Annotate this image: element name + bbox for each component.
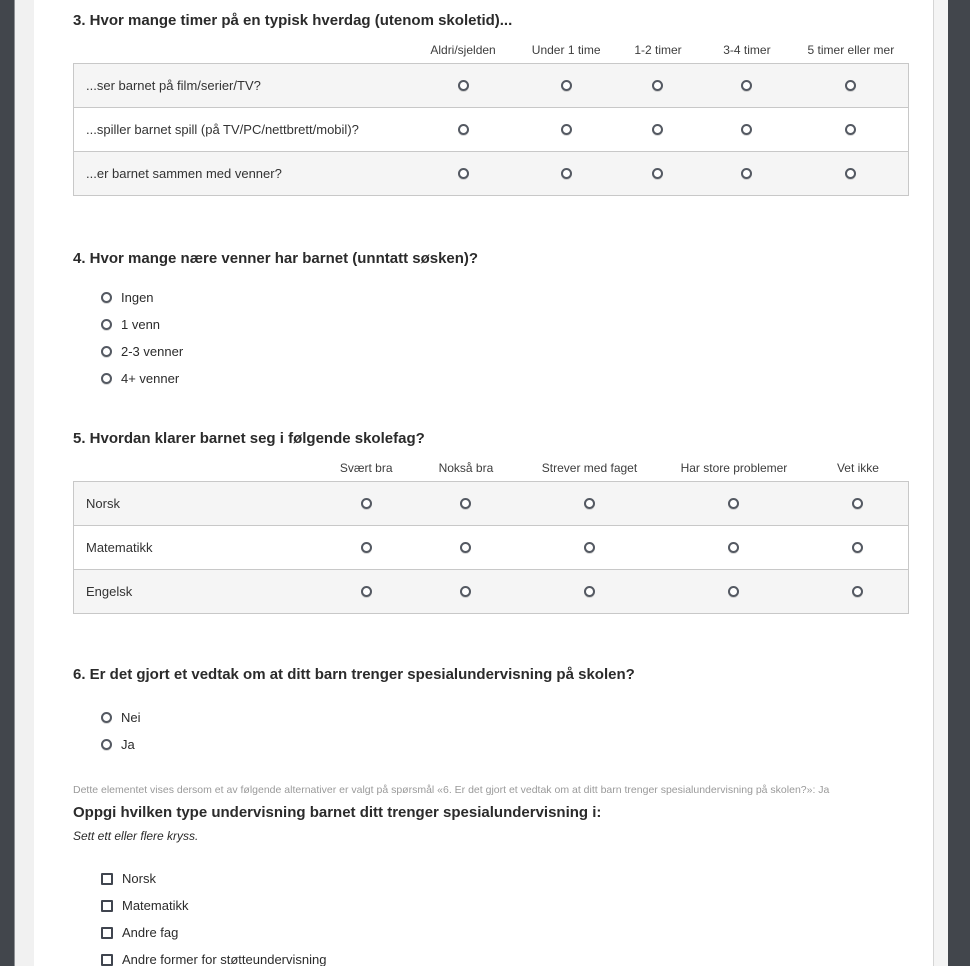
matrix-radio-cell[interactable] [615, 108, 700, 152]
matrix-radio-cell[interactable] [807, 526, 908, 570]
matrix-radio-cell[interactable] [660, 526, 807, 570]
radio-option[interactable] [101, 311, 909, 338]
radio-icon[interactable] [652, 124, 663, 135]
matrix-table-q5 [73, 448, 909, 614]
matrix-corner-cell [74, 30, 410, 64]
option-label: Matematikk [122, 898, 189, 913]
radio-icon[interactable] [561, 124, 572, 135]
checkbox-icon[interactable] [101, 927, 113, 939]
matrix-radio-cell[interactable] [319, 482, 413, 526]
matrix-radio-cell[interactable] [701, 64, 794, 108]
radio-icon[interactable] [101, 346, 112, 357]
radio-icon[interactable] [101, 319, 112, 330]
radio-icon[interactable] [361, 542, 372, 553]
matrix-row-label: Norsk [86, 496, 120, 511]
question-4 [73, 250, 909, 392]
question-4-title: 4. Hvor mange nære venner har barnet (unntatt søsken)? [73, 250, 479, 267]
matrix-column-header: Vet ikke [836, 461, 879, 475]
radio-icon[interactable] [561, 80, 572, 91]
radio-option[interactable] [101, 284, 909, 311]
matrix-radio-cell[interactable] [517, 64, 616, 108]
radio-icon[interactable] [852, 498, 863, 509]
checkbox-icon[interactable] [101, 873, 113, 885]
radio-icon[interactable] [101, 739, 112, 750]
matrix-radio-cell[interactable] [660, 482, 807, 526]
radio-icon[interactable] [458, 124, 469, 135]
matrix-column-header: Svært bra [339, 461, 393, 475]
matrix-row [74, 570, 909, 614]
browser-viewport [14, 0, 948, 966]
checkbox-option[interactable] [101, 919, 909, 946]
matrix-row [74, 482, 909, 526]
radio-icon[interactable] [741, 80, 752, 91]
option-label: Ja [121, 737, 135, 752]
matrix-row-label: Engelsk [86, 584, 133, 599]
radio-icon[interactable] [458, 80, 469, 91]
radio-icon[interactable] [845, 124, 856, 135]
conditional-instruction: Sett ett eller flere kryss. [73, 829, 199, 843]
option-label: 2-3 venner [121, 344, 184, 359]
radio-icon[interactable] [101, 292, 112, 303]
matrix-row [74, 152, 909, 196]
matrix-radio-cell[interactable] [793, 64, 908, 108]
matrix-radio-cell[interactable] [409, 152, 517, 196]
matrix-corner-cell [74, 448, 319, 482]
matrix-radio-cell[interactable] [807, 482, 908, 526]
matrix-radio-cell[interactable] [519, 526, 661, 570]
matrix-radio-cell[interactable] [701, 108, 794, 152]
radio-icon[interactable] [460, 542, 471, 553]
radio-option[interactable] [101, 704, 909, 731]
radio-icon[interactable] [361, 586, 372, 597]
matrix-row-label: ...ser barnet på film/serier/TV? [86, 78, 261, 93]
radio-icon[interactable] [458, 168, 469, 179]
matrix-radio-cell[interactable] [615, 64, 700, 108]
matrix-column-header: 3-4 timer [723, 43, 771, 57]
question-6 [73, 666, 909, 758]
matrix-radio-cell[interactable] [660, 570, 807, 614]
radio-icon[interactable] [852, 542, 863, 553]
matrix-radio-cell[interactable] [409, 64, 517, 108]
matrix-radio-cell[interactable] [319, 570, 413, 614]
visibility-note: Dette elementet vises dersom et av følgende alternativer er valgt på spørsmål «6. Er det gjort et vedtak om at ditt barn trenger spesialundervisning på skolen?»: Ja [73, 784, 830, 796]
matrix-radio-cell[interactable] [409, 108, 517, 152]
matrix-header-row [74, 30, 909, 64]
matrix-radio-cell[interactable] [519, 570, 661, 614]
question-3 [73, 12, 909, 196]
radio-icon[interactable] [652, 168, 663, 179]
matrix-radio-cell[interactable] [793, 108, 908, 152]
checkbox-option[interactable] [101, 946, 909, 966]
matrix-radio-cell[interactable] [517, 152, 616, 196]
radio-icon[interactable] [845, 168, 856, 179]
radio-icon[interactable] [728, 498, 739, 509]
matrix-radio-cell[interactable] [807, 570, 908, 614]
radio-icon[interactable] [852, 586, 863, 597]
radio-icon[interactable] [460, 498, 471, 509]
checkbox-icon[interactable] [101, 954, 113, 966]
conditional-options [101, 865, 909, 966]
conditional-question-title: Oppgi hvilken type undervisning barnet ditt trenger spesialundervisning i: [73, 804, 602, 821]
question-5-title: 5. Hvordan klarer barnet seg i følgende skolefag? [73, 430, 425, 447]
matrix-row [74, 108, 909, 152]
radio-icon[interactable] [584, 586, 595, 597]
matrix-column-header: Strever med faget [541, 461, 638, 475]
option-label: Andre fag [122, 925, 179, 940]
conditional-question [73, 784, 909, 966]
radio-icon[interactable] [101, 712, 112, 723]
matrix-row-label: ...er barnet sammen med venner? [86, 166, 282, 181]
matrix-radio-cell[interactable] [615, 152, 700, 196]
radio-icon[interactable] [845, 80, 856, 91]
option-label: 4+ venner [121, 371, 180, 386]
matrix-radio-cell[interactable] [413, 482, 518, 526]
matrix-radio-cell[interactable] [701, 152, 794, 196]
radio-icon[interactable] [728, 586, 739, 597]
option-label: Ingen [121, 290, 154, 305]
radio-icon[interactable] [741, 168, 752, 179]
matrix-radio-cell[interactable] [319, 526, 413, 570]
matrix-header-row [74, 448, 909, 482]
matrix-row-label: Matematikk [86, 540, 153, 555]
option-label: Andre former for støtteundervisning [122, 952, 327, 966]
matrix-column-header: Nokså bra [438, 461, 494, 475]
question-4-options [101, 284, 909, 392]
option-label: Norsk [122, 871, 156, 886]
radio-option[interactable] [101, 365, 909, 392]
matrix-column-header: Har store problemer [680, 461, 788, 475]
matrix-row-label: ...spiller barnet spill (på TV/PC/nettbrett/mobil)? [86, 122, 359, 137]
option-label: Nei [121, 710, 141, 725]
matrix-radio-cell[interactable] [517, 108, 616, 152]
matrix-column-header: 5 timer eller mer [807, 43, 895, 57]
radio-option[interactable] [101, 338, 909, 365]
radio-icon[interactable] [584, 542, 595, 553]
radio-icon[interactable] [584, 498, 595, 509]
matrix-radio-cell[interactable] [519, 482, 661, 526]
checkbox-option[interactable] [101, 865, 909, 892]
radio-icon[interactable] [728, 542, 739, 553]
checkbox-icon[interactable] [101, 900, 113, 912]
matrix-radio-cell[interactable] [793, 152, 908, 196]
radio-icon[interactable] [101, 373, 112, 384]
question-6-options [101, 704, 909, 758]
matrix-row [74, 526, 909, 570]
matrix-column-header: 1-2 timer [634, 43, 682, 57]
matrix-row [74, 64, 909, 108]
scrollbar-track[interactable] [933, 0, 948, 966]
matrix-radio-cell[interactable] [413, 570, 518, 614]
matrix-radio-cell[interactable] [413, 526, 518, 570]
option-label: 1 venn [121, 317, 161, 332]
radio-icon[interactable] [652, 80, 663, 91]
radio-icon[interactable] [361, 498, 372, 509]
radio-option[interactable] [101, 731, 909, 758]
form-panel [34, 0, 934, 966]
radio-icon[interactable] [561, 168, 572, 179]
matrix-column-header: Aldri/sjelden [430, 43, 496, 57]
checkbox-option[interactable] [101, 892, 909, 919]
question-6-title: 6. Er det gjort et vedtak om at ditt barn trenger spesialundervisning på skolen? [73, 666, 635, 683]
matrix-table-q3 [73, 30, 909, 196]
question-3-title: 3. Hvor mange timer på en typisk hverdag (utenom skoletid)... [73, 12, 513, 29]
question-5 [73, 430, 909, 614]
radio-icon[interactable] [741, 124, 752, 135]
matrix-column-header: Under 1 time [531, 43, 601, 57]
radio-icon[interactable] [460, 586, 471, 597]
